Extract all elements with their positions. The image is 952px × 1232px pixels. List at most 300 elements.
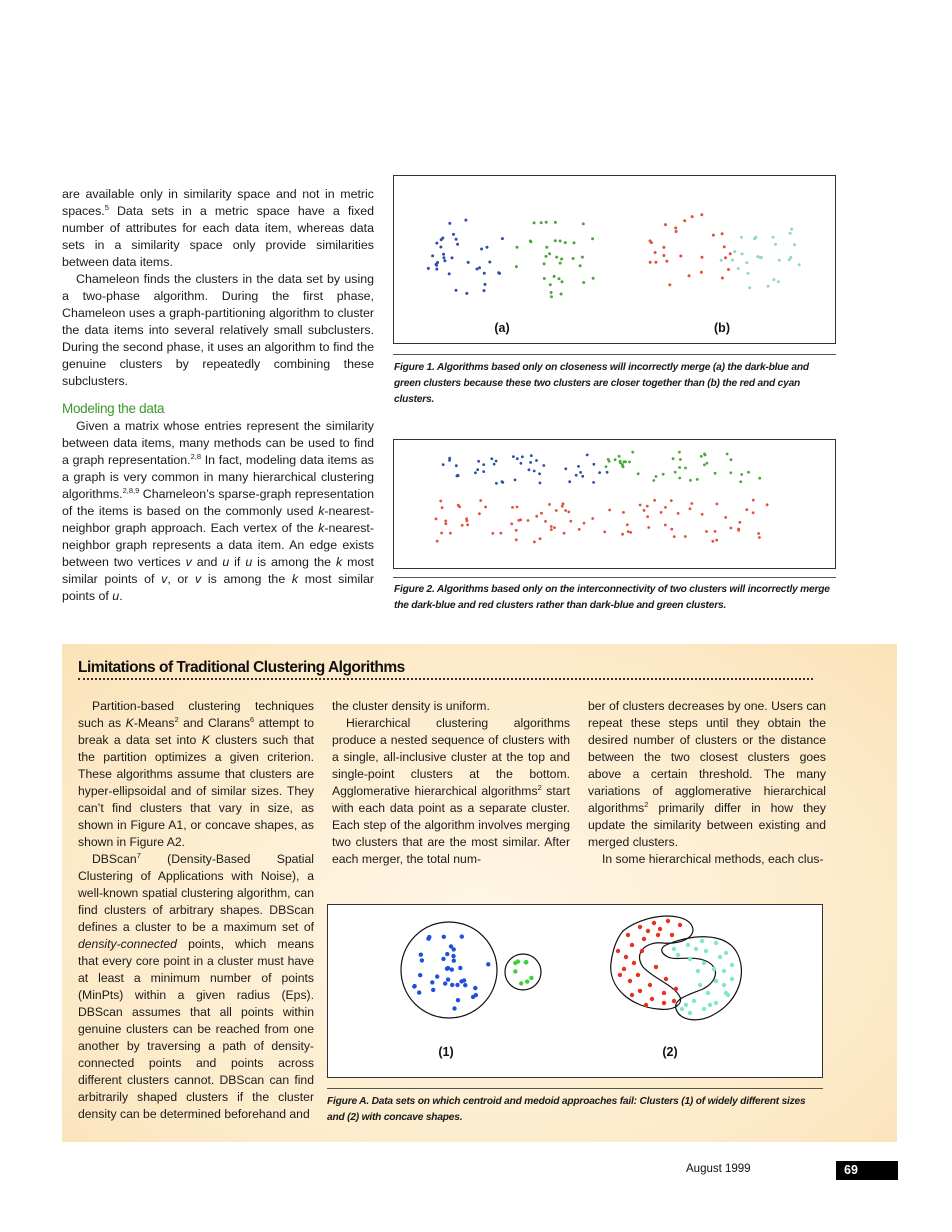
data-point-blue [459,979,463,983]
data-point-blue [463,983,467,987]
data-point-green [730,458,733,461]
data-point-blue [477,460,480,463]
data-point-red [618,973,622,977]
data-point-green [672,457,675,460]
data-point-blue [455,238,458,241]
data-point-red [648,983,652,987]
data-point-cyan [731,259,734,262]
figure-a-plot [328,905,822,1077]
data-point-red [675,230,678,233]
data-point-cyan [772,278,775,281]
data-point-red [688,274,691,277]
data-point-green [592,277,595,280]
data-point-red [436,540,439,543]
data-point-green [631,451,634,454]
data-point-green [591,237,594,240]
data-point-blue [586,454,589,457]
data-point-red [491,532,494,535]
sidebar-column-2 [332,698,570,868]
data-point-green [545,221,548,224]
paragraph: Partition-based clustering techniques such as K-Means$^2$ and Clarans$^6$ attempt to break a data set into K clusters such that the partition optimizes a given criterion. These algorithms assume that clusters are hyper-ellipsoidal and of similar sizes. They can’t find clusters that vary in size, as shown in Figure A1, or concave shapes, as shown in Figure A2. [78,699,314,849]
data-point-cyan [672,947,676,951]
data-point-green [573,241,576,244]
data-point-cyan [696,969,700,973]
data-point-green [529,240,532,243]
data-point-green [689,479,692,482]
data-point-green [572,257,575,260]
data-point-red [457,504,460,507]
caption-rule [327,1088,823,1089]
data-point-red [662,254,665,257]
data-point-cyan [698,983,702,987]
data-point-cyan [748,286,751,289]
data-point-red [441,506,444,509]
data-point-green [513,969,517,973]
data-point-red [466,519,469,522]
data-point-blue [520,462,523,465]
data-point-green [740,473,743,476]
data-point-blue [458,966,462,970]
data-point-green [581,256,584,259]
data-point-red [724,516,727,519]
data-point-red [654,965,658,969]
data-point-red [739,521,742,524]
data-point-blue [577,465,580,468]
data-point-red [658,927,662,931]
data-point-red [690,502,693,505]
data-point-blue [445,967,449,971]
data-point-red [715,539,718,542]
data-point-red [656,933,660,937]
data-point-red [636,973,640,977]
data-point-cyan [740,236,743,239]
data-point-green [703,464,706,467]
data-point-red [712,234,715,237]
data-point-green [560,258,563,261]
data-point-green [679,458,682,461]
data-point-blue [516,457,519,460]
footer-date: August 1999 [686,1163,751,1175]
data-point-blue [452,1006,456,1010]
data-point-cyan [714,941,718,945]
data-point-red [650,997,654,1001]
data-point-blue [568,480,571,483]
data-point-blue [456,474,459,477]
data-point-red [653,499,656,502]
data-point-red [677,512,680,515]
data-point-red [544,520,547,523]
data-point-blue [435,242,438,245]
data-point-blue [483,289,486,292]
data-point-red [628,979,632,983]
data-point-red [517,519,520,522]
data-point-red [649,239,652,242]
data-point-red [553,526,556,529]
paragraph: Given a matrix whose entries represent the similarity between data items, many methods can be used to find a graph representation.$^{2,8}$ In fact, modeling data items as a graph is very common in many hierarchical clustering algorithms.$^{2,8,9}$ Chameleon’s sparse-graph representation of the items is based on the commonly used k-nearest-neighbor graph approach. Each vertex of the k-nearest-neighbor graph represents a data item. An edge exists between two vertices v and u if u is among the k most similar points of v, or v is among the k most similar points of u. [62,419,374,603]
data-point-green [549,283,552,286]
data-point-blue [419,953,423,957]
data-point-green [582,222,585,225]
paragraph: the cluster density is uniform. [332,699,490,713]
data-point-blue [445,952,449,956]
data-point-red [662,246,665,249]
data-point-blue [441,957,445,961]
data-point-red [627,530,630,533]
data-point-red [652,921,656,925]
data-point-blue [539,482,542,485]
data-point-red [449,532,452,535]
data-point-cyan [702,1007,706,1011]
data-point-red [533,541,536,544]
data-point-green [582,281,585,284]
page-number: 69 [836,1161,898,1180]
data-point-blue [435,264,438,267]
data-point-red [439,500,442,503]
paragraph: DBScan$^7$ (Density-Based Spatial Clustering of Applications with Noise), a well-known spatial clustering algorithm, can find clusters of arbitrary shapes. DBScan defines a cluster to be a maximum set of density-connected points, which means that every core point in a cluster must have at least a minimum number of points (MinPts) within a given radius (Eps). DBScan assumes that all points within genuine clusters can be reached from one another by traversing a path of density-connected points and points across different clusters cannot. DBScan can find arbitrarily shaped clusters if the cluster density can be determined beforehand and [78,851,314,1121]
data-point-blue [456,998,460,1002]
data-point-green [519,981,523,985]
data-point-green [655,475,658,478]
data-point-green [550,291,553,294]
data-point-blue [451,954,455,958]
data-point-cyan [772,236,775,239]
data-point-red [664,223,667,226]
data-point-blue [442,935,446,939]
data-point-blue [593,463,596,466]
data-point-green [674,471,677,474]
data-point-red [629,531,632,534]
data-point-red [461,524,464,527]
data-point-cyan [714,1001,718,1005]
data-point-blue [495,482,498,485]
data-point-red [662,991,666,995]
data-point-blue [581,475,584,478]
data-point-green [545,255,548,258]
data-point-cyan [706,991,710,995]
data-point-blue [450,983,454,987]
data-point-cyan [755,236,758,239]
data-point-red [711,540,714,543]
data-point-green [560,293,563,296]
data-point-red [622,967,626,971]
figure-a-label-1: (1) [438,1045,454,1059]
data-point-blue [533,470,536,473]
data-point-blue [442,463,445,466]
data-point-blue [456,243,459,246]
sidebar-column-1 [78,698,314,1123]
data-point-green [739,480,742,483]
data-point-blue [512,455,515,458]
data-point-green [533,221,536,224]
data-point-red [721,232,724,235]
data-point-blue [476,468,479,471]
data-point-red [630,943,634,947]
data-point-blue [435,974,439,978]
data-point-cyan [745,261,748,264]
data-point-blue [473,986,477,990]
data-point-red [624,955,628,959]
data-point-blue [474,471,477,474]
data-point-red [700,271,703,274]
data-point-red [626,523,629,526]
data-point-cyan [747,272,750,275]
data-point-red [561,505,564,508]
data-point-green [614,458,617,461]
data-point-red [701,256,704,259]
data-point-blue [448,222,451,225]
data-point-red [608,509,611,512]
data-point-blue [480,248,483,251]
data-point-green [525,979,529,983]
data-point-blue [448,272,451,275]
sidebar-column-3 [588,698,826,868]
data-point-green [700,455,703,458]
data-point-red [643,509,646,512]
data-point-blue [486,246,489,249]
data-point-blue [514,479,517,482]
data-point-green [516,246,519,249]
data-point-cyan [733,250,736,253]
data-point-red [724,256,727,259]
data-point-cyan [759,256,762,259]
data-point-cyan [724,951,728,955]
data-point-cyan [767,285,770,288]
data-point-green [662,473,665,476]
data-point-red [642,937,646,941]
data-point-green [678,477,681,480]
data-point-red [674,227,677,230]
data-point-green [628,461,631,464]
data-point-red [516,506,519,509]
data-point-red [678,923,682,927]
data-point-green [579,264,582,267]
data-point-blue [482,463,485,466]
data-point-red [510,522,513,525]
data-point-red [670,528,673,531]
data-point-red [622,511,625,514]
data-point-red [757,532,760,535]
data-point-red [752,511,755,514]
data-point-red [730,527,733,530]
data-point-blue [452,233,455,236]
data-point-red [752,499,755,502]
data-point-red [479,499,482,502]
data-point-red [583,522,586,525]
data-point-cyan [712,967,716,971]
paragraph: ber of clusters decreases by one. Users can repeat these steps until they obtain the desired number of clusters or the distance between the two closest clusters goes above a certain threshold. The many variations of agglomerative hierarchical algorithms$^2$ primarily differ in how they update the similarity between existing and merged clusters. [588,699,826,849]
data-point-red [484,506,487,509]
data-point-red [499,532,502,535]
data-point-green [637,472,640,475]
data-point-red [563,532,566,535]
data-point-red [670,933,674,937]
data-point-green [558,277,561,280]
data-point-green [618,455,621,458]
data-point-red [550,528,553,531]
data-point-red [569,520,572,523]
data-point-blue [427,267,430,270]
data-point-blue [495,460,498,463]
data-point-blue [529,461,532,464]
data-point-red [654,251,657,254]
data-point-blue [579,471,582,474]
data-point-blue [431,254,434,257]
data-point-red [664,506,667,509]
figure-1-label-a: (a) [494,321,510,335]
data-point-blue [455,464,458,467]
data-point-red [666,919,670,923]
data-point-green [559,240,562,243]
data-point-red [603,531,606,534]
data-point-green [747,471,750,474]
data-point-green [678,466,681,469]
data-point-cyan [694,947,698,951]
data-point-cyan [778,259,781,262]
data-point-blue [521,455,524,458]
data-point-red [674,987,678,991]
figure-1-caption: Figure 1. Algorithms based only on closeness will incorrectly merge (a) the dark-blue and green clusters because these two clusters are closer together than (b) the red and cyan clusters. [394,362,809,405]
data-point-red [649,261,652,264]
data-point-cyan [688,957,692,961]
data-point-red [435,518,438,521]
data-point-cyan [774,243,777,246]
data-point-blue [418,973,422,977]
data-point-green [548,252,551,255]
data-point-blue [449,944,453,948]
data-point-blue [465,292,468,295]
data-point-cyan [686,943,690,947]
data-point-red [478,512,481,515]
data-point-blue [471,995,475,999]
data-point-blue [464,219,467,222]
concave-outline-red [611,916,693,1009]
data-point-green [561,280,564,283]
figure-1 [393,175,836,344]
data-point-green [550,295,553,298]
data-point-blue [592,481,595,484]
figure-2-caption: Figure 2. Algorithms based only on the interconnectivity of two clusters will incorrectly merge the dark-blue and red clusters rather than dark-blue and green clusters. [394,584,830,611]
data-point-red [646,515,649,518]
data-point-green [554,221,557,224]
data-point-red [689,507,692,510]
data-point-red [684,535,687,538]
data-point-cyan [708,1003,712,1007]
data-point-blue [528,468,531,471]
data-point-blue [606,471,609,474]
data-point-blue [442,253,445,256]
data-point-red [638,925,642,929]
data-point-red [646,929,650,933]
data-point-red [679,255,682,258]
data-point-blue [538,472,541,475]
data-point-green [543,277,546,280]
data-point-red [683,219,686,222]
data-point-blue [436,261,439,264]
data-point-green [524,960,528,964]
data-point-blue [443,259,446,262]
data-point-blue [493,463,496,466]
data-point-red [654,261,657,264]
data-point-green [529,976,533,980]
data-point-red [466,523,469,526]
data-point-red [527,519,530,522]
data-point-green [564,241,567,244]
caption-rule [393,354,836,355]
data-point-cyan [704,949,708,953]
data-point-blue [443,981,447,985]
data-point-blue [575,474,578,477]
data-point-red [664,524,667,527]
data-point-red [444,520,447,523]
figure-1-plot [394,176,835,343]
data-point-red [665,260,668,263]
data-point-red [660,511,663,514]
data-point-red [626,933,630,937]
data-point-blue [483,272,486,275]
data-point-blue [460,934,464,938]
figure-a-caption: Figure A. Data sets on which centroid and medoid approaches fail: Clusters (1) of widely different sizes and (2) with concave shapes. [327,1096,806,1123]
figure-a [327,904,823,1078]
data-point-red [672,999,676,1003]
data-point-red [562,502,565,505]
data-point-cyan [700,939,704,943]
data-point-red [535,515,538,518]
data-point-red [440,532,443,535]
data-point-cyan [741,252,744,255]
caption-rule [393,577,836,578]
data-point-red [716,503,719,506]
data-point-red [515,529,518,532]
data-point-red [511,506,514,509]
data-point-green [729,471,732,474]
figure-2 [393,439,836,569]
data-point-blue [498,272,501,275]
data-point-blue [448,457,451,460]
data-point-cyan [793,243,796,246]
data-point-red [662,1001,666,1005]
data-point-red [578,528,581,531]
data-point-blue [535,459,538,462]
data-point-blue [486,962,490,966]
data-point-cyan [726,993,730,997]
data-point-blue [431,988,435,992]
data-point-green [703,453,706,456]
data-point-red [591,517,594,520]
data-point-red [729,252,732,255]
data-point-blue [476,268,479,271]
paragraph: Hierarchical clustering algorithms produce a nested sequence of clusters with a single, all-inclusive cluster at the top and single-point clusters at the bottom. Agglomerative hierarchical algorithms$^2$ start with each data point as a separate cluster. Each step of the algorithm involves merging two clusters that are the most similar. After each merger, the total num- [332,716,570,866]
left-column [62,186,374,605]
data-point-red [691,215,694,218]
data-point-blue [455,983,459,987]
data-point-red [673,535,676,538]
data-point-red [701,513,704,516]
data-point-blue [439,246,442,249]
data-point-green [540,221,543,224]
data-point-blue [490,457,493,460]
data-point-blue [435,268,438,271]
data-point-green [621,464,624,467]
data-point-cyan [720,259,723,262]
data-point-red [564,509,567,512]
data-point-red [647,526,650,529]
data-point-red [646,505,649,508]
data-point-red [515,538,518,541]
data-point-green [607,458,610,461]
data-point-red [664,977,668,981]
data-point-red [758,536,761,539]
data-point-cyan [684,1003,688,1007]
